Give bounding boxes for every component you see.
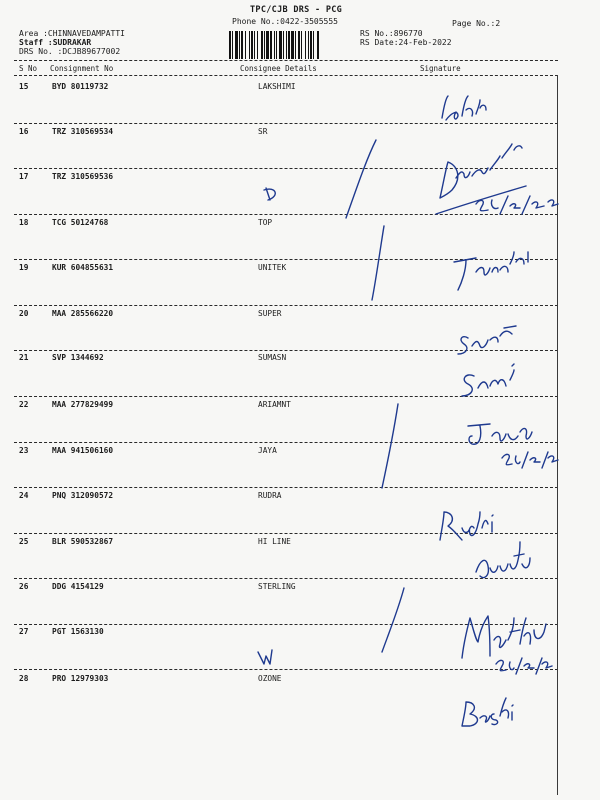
row-serial-number: 23 (19, 446, 29, 455)
row-consignment-number: SVP 1344692 (52, 353, 104, 362)
row-consignment-number: PGT 1563130 (52, 627, 104, 636)
page-number: Page No.:2 (452, 19, 501, 28)
signature-bashi (462, 698, 513, 726)
row-serial-number: 24 (19, 491, 29, 500)
delivery-mark-slash (382, 588, 404, 652)
row-divider (14, 168, 558, 169)
delivery-mark-slash (346, 140, 376, 218)
row-consignment-number: BLR 590532867 (52, 537, 114, 546)
column-header-consignment: Consignment No (50, 64, 114, 73)
row-consignment-number: PNQ 312090572 (52, 491, 114, 500)
signature-initial-d (264, 188, 275, 200)
row-divider (14, 396, 558, 397)
row-consignee-name: SUMASN (258, 353, 287, 362)
row-divider (14, 533, 558, 534)
row-serial-number: 26 (19, 582, 29, 591)
row-consignment-number: DDG 4154129 (52, 582, 104, 591)
row-serial-number: 17 (19, 172, 29, 181)
signature-date-3 (496, 658, 552, 674)
row-consignee-name: RUDRA (258, 491, 282, 500)
signature-date-1 (476, 196, 558, 214)
signature-semi (462, 364, 514, 396)
row-serial-number: 15 (19, 82, 29, 91)
row-consignee-name: TOP (258, 218, 273, 227)
row-consignment-number: MAA 277829499 (52, 400, 114, 409)
phone-number: Phone No.:0422-3505555 (232, 17, 338, 26)
delivery-mark-slash (372, 226, 384, 300)
row-consignment-number: BYD 80119732 (52, 82, 109, 91)
column-header-consignee: Consignee Details (240, 64, 317, 73)
row-consignee-name: HI LINE (258, 537, 291, 546)
row-consignment-number: PRO 12979303 (52, 674, 109, 683)
staff-label: Staff :SUDRAKAR (19, 38, 92, 47)
row-serial-number: 16 (19, 127, 29, 136)
row-serial-number: 22 (19, 400, 29, 409)
row-divider (14, 350, 558, 351)
rs-date: RS Date:24-Feb-2022 (360, 38, 452, 47)
row-divider (14, 487, 558, 488)
row-serial-number: 27 (19, 627, 29, 636)
row-consignment-number: MAA 285566220 (52, 309, 114, 318)
area-label: Area :CHINNAVEDAMPATTI (19, 29, 125, 38)
right-border (557, 75, 558, 795)
row-consignment-number: TRZ 310569534 (52, 127, 114, 136)
row-consignee-name: SR (258, 127, 268, 136)
row-serial-number: 21 (19, 353, 29, 362)
signature-date-2 (502, 452, 558, 468)
row-serial-number: 18 (19, 218, 29, 227)
row-divider (14, 669, 558, 670)
row-consignee-name: UNITEK (258, 263, 287, 272)
row-consignee-name: OZONE (258, 674, 282, 683)
row-serial-number: 25 (19, 537, 29, 546)
row-divider (14, 578, 558, 579)
row-divider (14, 442, 558, 443)
column-header-signature: Signature (420, 64, 461, 73)
signature-lakshmi (442, 96, 486, 120)
signature-tamizhi (454, 252, 528, 290)
signature-dhanasri (440, 144, 522, 198)
row-divider (14, 305, 558, 306)
row-divider (14, 624, 558, 625)
column-header-sno: S No (19, 64, 38, 73)
drs-number: DRS No. :DCJB89677002 (19, 47, 121, 56)
row-divider (14, 259, 558, 260)
sheet-title: TPC/CJB DRS - PCG (250, 5, 343, 15)
signature-initial-w (258, 650, 272, 664)
signature-rudhi (440, 512, 493, 540)
row-serial-number: 28 (19, 674, 29, 683)
row-consignee-name: SUPER (258, 309, 282, 318)
row-consignee-name: ARIAMNT (258, 400, 291, 409)
barcode (228, 31, 350, 59)
row-serial-number: 19 (19, 263, 29, 272)
row-divider (14, 214, 558, 215)
row-consignee-name: STERLING (258, 582, 296, 591)
column-header-divider (14, 75, 558, 76)
row-consignee-name: LAKSHIMI (258, 82, 296, 91)
rs-number: RS No.:896770 (360, 29, 423, 38)
delivery-mark-slash (382, 404, 398, 488)
signature-underline (436, 186, 526, 214)
row-serial-number: 20 (19, 309, 29, 318)
signature-amrit (476, 542, 530, 578)
row-consignment-number: KUR 604855631 (52, 263, 114, 272)
header-divider (14, 60, 558, 61)
row-divider (14, 123, 558, 124)
row-consignee-name: JAYA (258, 446, 277, 455)
signature-mathu (462, 616, 546, 658)
row-consignment-number: TRZ 310569536 (52, 172, 114, 181)
row-consignment-number: TCG 50124768 (52, 218, 109, 227)
row-consignment-number: MAA 941506160 (52, 446, 114, 455)
